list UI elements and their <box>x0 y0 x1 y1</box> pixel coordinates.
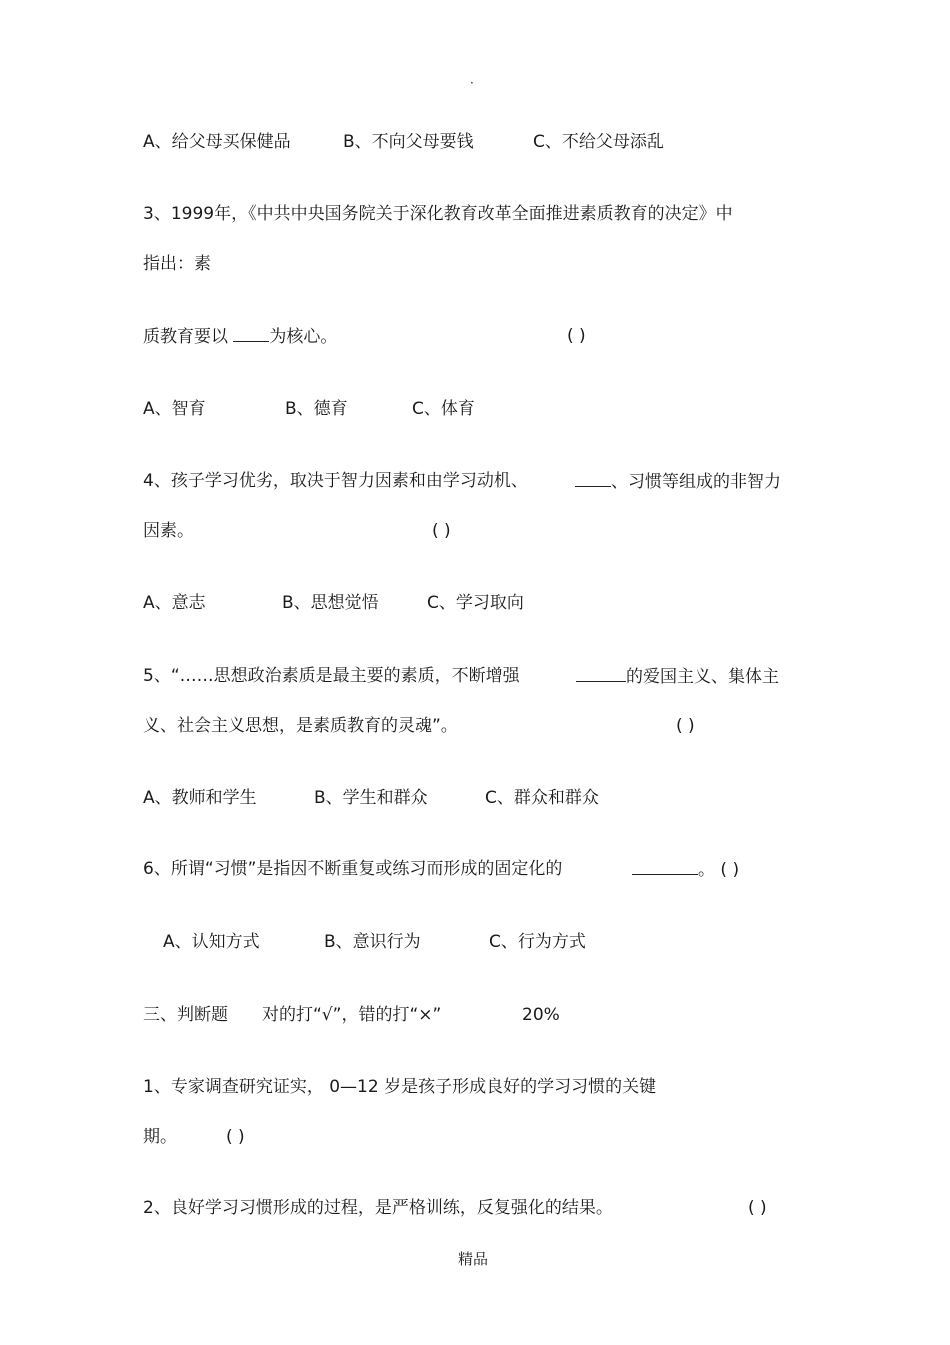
j2-answer-paren: ( ) <box>748 1198 767 1218</box>
q4-answer-paren: ( ) <box>432 521 451 541</box>
q2-option-c: C、不给父母添乱 <box>533 132 664 152</box>
q4-option-c: C、学习取向 <box>427 593 524 613</box>
q4-line2: 因素。 <box>143 521 194 541</box>
q5-answer-paren: ( ) <box>676 716 695 736</box>
q3-option-b: B、德育 <box>285 399 348 419</box>
j1-line2: 期。 <box>143 1127 177 1147</box>
q4-blank <box>575 470 611 487</box>
q6-line1-rest <box>632 858 739 881</box>
q5-line1-post: 的爱国主义、集体主 <box>626 667 779 687</box>
q5-line1-pre: 5、“……思想政治素质是最主要的素质，不断增强 <box>143 666 520 686</box>
section3-score: 20% <box>522 1005 560 1025</box>
q3-line3-post: 为核心。 <box>269 327 338 347</box>
q2-option-b: B、不向父母要钱 <box>343 132 474 152</box>
section3-title: 三、判断题 <box>143 1005 228 1025</box>
q5-blank <box>576 665 626 682</box>
q3-line3-pre: 质教育要以 <box>143 327 228 347</box>
j2-line1: 2、良好学习习惯形成的过程，是严格训练，反复强化的结果。 <box>143 1198 613 1218</box>
q5-option-a: A、教师和学生 <box>143 788 257 808</box>
q4-line1-rest <box>575 470 781 493</box>
q3-line2: 指出：素 <box>143 254 211 274</box>
q6-blank <box>632 858 698 875</box>
q6-option-c: C、行为方式 <box>489 932 586 952</box>
q2-option-a: A、给父母买保健品 <box>143 132 291 152</box>
header-mark: · <box>470 76 474 90</box>
section3-instruction: 对的打“√”，错的打“×” <box>262 1005 442 1025</box>
q4-option-b: B、思想觉悟 <box>282 593 379 613</box>
q3-answer-paren: ( ) <box>567 326 586 346</box>
j1-line1: 1、专家调查研究证实， 0—12 岁是孩子形成良好的学习习惯的关键 <box>143 1077 657 1097</box>
q4-option-a: A、意志 <box>143 593 206 613</box>
q3-blank <box>233 325 269 342</box>
q5-option-c: C、群众和群众 <box>485 788 599 808</box>
q3-line3 <box>143 325 337 348</box>
q4-line1-post: 、习惯等组成的非智力 <box>611 472 781 492</box>
q6-option-a: A、认知方式 <box>163 932 260 952</box>
q5-line1-rest <box>576 665 779 688</box>
q3-option-a: A、智育 <box>143 399 206 419</box>
j1-answer-paren: ( ) <box>226 1127 245 1147</box>
q5-line2: 义、社会主义思想，是素质教育的灵魂”。 <box>143 716 458 736</box>
q3-line1: 3、1999年，《中共中央国务院关于深化教育改革全面推进素质教育的决定》中 <box>143 204 733 224</box>
q3-option-c: C、体育 <box>412 399 475 419</box>
q4-line1-pre: 4、孩子学习优劣，取决于智力因素和由学习动机、 <box>143 471 528 491</box>
q6-line1-post: 。 ( ) <box>698 860 740 880</box>
page-footer: 精品 <box>458 1250 489 1268</box>
q6-option-b: B、意识行为 <box>324 932 421 952</box>
q5-option-b: B、学生和群众 <box>314 788 428 808</box>
q6-line1-pre: 6、所谓“习惯”是指因不断重复或练习而形成的固定化的 <box>143 859 563 879</box>
